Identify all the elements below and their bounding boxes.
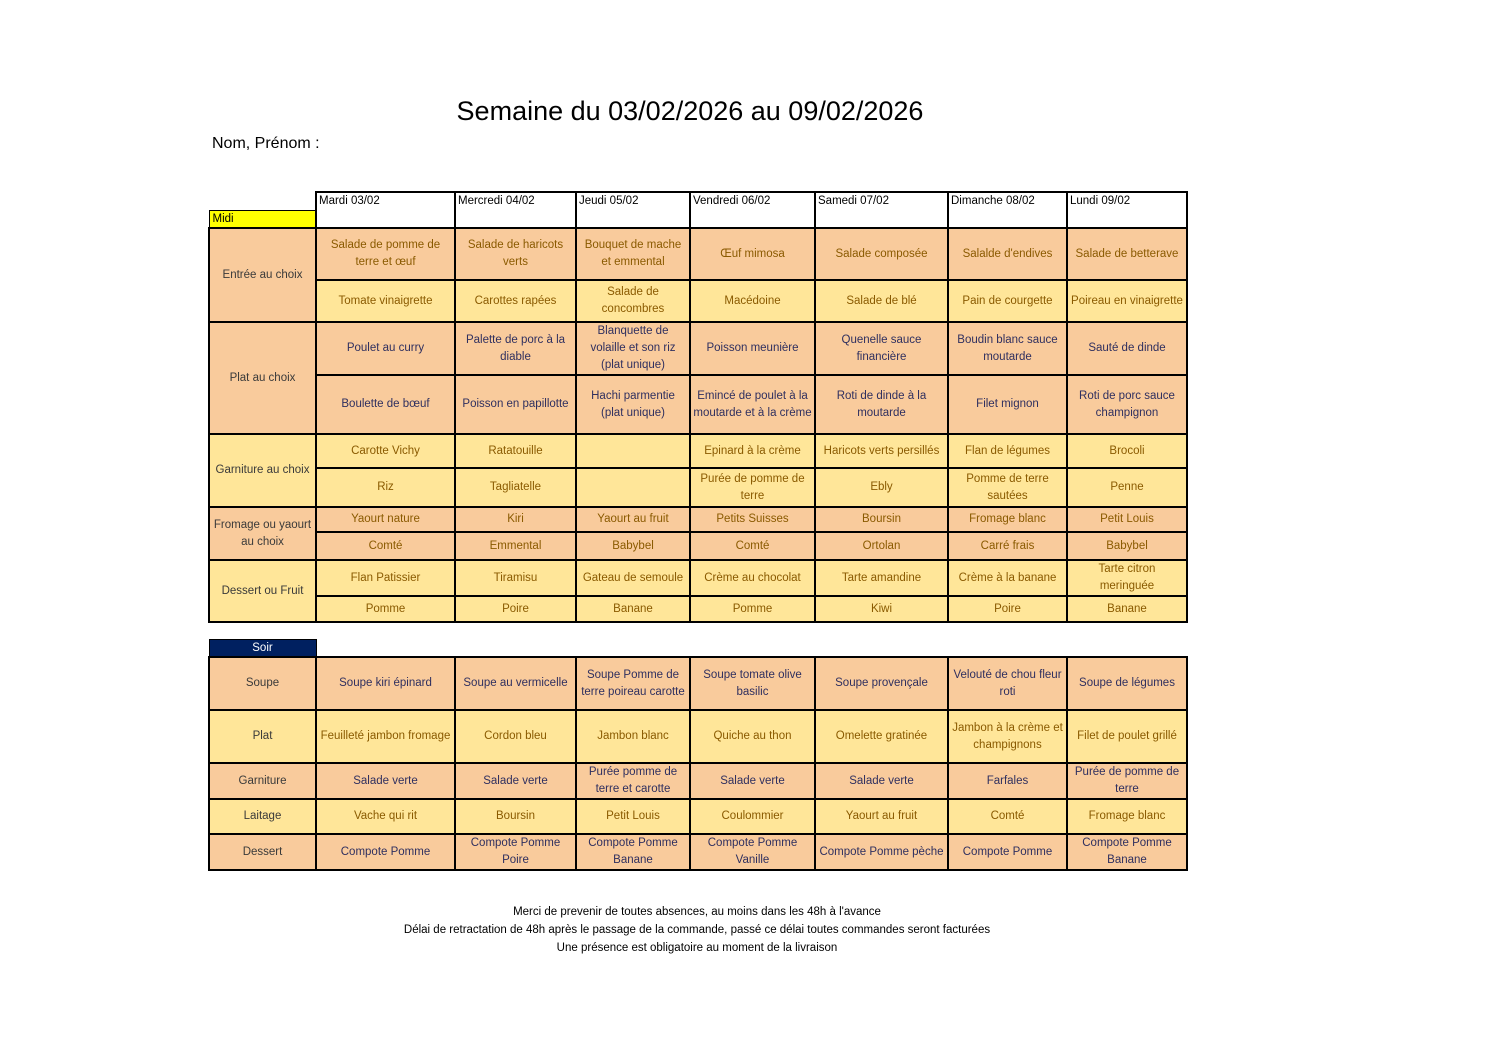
menu-cell: Salade composée	[815, 228, 948, 280]
menu-cell: Soupe provençale	[815, 657, 948, 710]
menu-cell: Pomme	[316, 596, 455, 622]
menu-cell: Carré frais	[948, 532, 1067, 560]
menu-cell: Carottes rapées	[455, 280, 576, 322]
menu-cell: Boursin	[815, 507, 948, 532]
menu-cell: Flan Patissier	[316, 560, 455, 596]
menu-cell: Babybel	[576, 532, 690, 560]
menu-cell: Comté	[948, 799, 1067, 834]
footer-line: Délai de retractation de 48h après le passage de la commande, passé ce délai toutes commandes seront facturées	[403, 924, 991, 936]
menu-cell: Yaourt au fruit	[815, 799, 948, 834]
menu-cell: Carotte Vichy	[316, 434, 455, 468]
section-label: Plat	[209, 710, 316, 763]
day-header: Jeudi 05/02	[576, 192, 690, 228]
menu-cell: Crème au chocolat	[690, 560, 815, 596]
menu-cell: Compote Pomme Banane	[576, 834, 690, 870]
menu-cell: Tomate vinaigrette	[316, 280, 455, 322]
blank-cell	[316, 639, 1187, 657]
menu-cell: Yaourt nature	[316, 507, 455, 532]
menu-cell: Kiri	[455, 507, 576, 532]
menu-cell: Gateau de semoule	[576, 560, 690, 596]
menu-cell: Œuf mimosa	[690, 228, 815, 280]
table-spacer	[209, 622, 1187, 639]
menu-cell: Comté	[690, 532, 815, 560]
menu-cell: Velouté de chou fleur roti	[948, 657, 1067, 710]
menu-cell: Tiramisu	[455, 560, 576, 596]
day-header: Mercredi 04/02	[455, 192, 576, 228]
section-label: Plat au choix	[209, 322, 316, 434]
section-label: Entrée au choix	[209, 228, 316, 322]
menu-cell: Purée pomme de terre et carotte	[576, 763, 690, 799]
menu-cell: Sauté de dinde	[1067, 322, 1187, 375]
menu-cell: Soupe kiri épinard	[316, 657, 455, 710]
section-label: Dessert ou Fruit	[209, 560, 316, 622]
menu-cell: Salalde d'endives	[948, 228, 1067, 280]
menu-cell: Salade verte	[316, 763, 455, 799]
menu-cell: Boursin	[455, 799, 576, 834]
menu-cell: Soupe tomate olive basilic	[690, 657, 815, 710]
menu-cell: Fromage blanc	[948, 507, 1067, 532]
section-label: Laitage	[209, 799, 316, 834]
menu-cell: Comté	[316, 532, 455, 560]
menu-cell: Filet de poulet grillé	[1067, 710, 1187, 763]
name-label: Nom, Prénom :	[212, 135, 320, 152]
menu-cell: Ebly	[815, 468, 948, 507]
menu-cell: Jambon à la crème et champignons	[948, 710, 1067, 763]
menu-cell: Penne	[1067, 468, 1187, 507]
menu-cell: Salade de betterave	[1067, 228, 1187, 280]
menu-cell	[576, 434, 690, 468]
menu-cell: Yaourt au fruit	[576, 507, 690, 532]
menu-cell: Salade verte	[815, 763, 948, 799]
day-header: Dimanche 08/02	[948, 192, 1067, 228]
menu-cell: Kiwi	[815, 596, 948, 622]
menu-cell: Salade de pomme de terre et œuf	[316, 228, 455, 280]
menu-cell: Poisson meunière	[690, 322, 815, 375]
menu-cell: Haricots verts persillés	[815, 434, 948, 468]
day-header: Samedi 07/02	[815, 192, 948, 228]
menu-cell: Boudin blanc sauce moutarde	[948, 322, 1067, 375]
menu-cell: Compote Pomme	[948, 834, 1067, 870]
menu-cell: Bouquet de mache et emmental	[576, 228, 690, 280]
menu-cell: Petits Suisses	[690, 507, 815, 532]
menu-cell: Poulet au curry	[316, 322, 455, 375]
menu-cell: Poisson en papillotte	[455, 375, 576, 434]
menu-cell: Poireau en vinaigrette	[1067, 280, 1187, 322]
menu-cell: Blanquette de volaille et son riz (plat unique)	[576, 322, 690, 375]
menu-cell: Flan de légumes	[948, 434, 1067, 468]
blank-corner	[209, 192, 316, 210]
menu-cell: Poire	[948, 596, 1067, 622]
menu-cell: Feuilleté jambon fromage	[316, 710, 455, 763]
menu-cell: Quenelle sauce financière	[815, 322, 948, 375]
soir-label: Soir	[209, 639, 316, 657]
menu-cell: Cordon bleu	[455, 710, 576, 763]
menu-cell: Soupe de légumes	[1067, 657, 1187, 710]
section-label: Dessert	[209, 834, 316, 870]
menu-cell: Petit Louis	[1067, 507, 1187, 532]
menu-cell: Ratatouille	[455, 434, 576, 468]
menu-cell: Soupe au vermicelle	[455, 657, 576, 710]
menu-cell: Salade verte	[455, 763, 576, 799]
menu-cell: Palette de porc à la diable	[455, 322, 576, 375]
menu-cell: Salade de concombres	[576, 280, 690, 322]
menu-grid	[208, 191, 1188, 871]
menu-cell: Pain de courgette	[948, 280, 1067, 322]
menu-cell: Crème à la banane	[948, 560, 1067, 596]
day-header: Mardi 03/02	[316, 192, 455, 228]
menu-cell: Jambon blanc	[576, 710, 690, 763]
menu-cell: Babybel	[1067, 532, 1187, 560]
menu-cell: Omelette gratinée	[815, 710, 948, 763]
menu-cell: Pomme de terre sautées	[948, 468, 1067, 507]
section-label: Garniture au choix	[209, 434, 316, 507]
menu-cell: Compote Pomme Poire	[455, 834, 576, 870]
footer-line: Une présence est obligatoire au moment de la livraison	[556, 942, 838, 954]
section-label: Soupe	[209, 657, 316, 710]
menu-cell	[576, 468, 690, 507]
menu-cell: Vache qui rit	[316, 799, 455, 834]
menu-cell: Tarte citron meringuée	[1067, 560, 1187, 596]
menu-cell: Purée de pomme de terre	[1067, 763, 1187, 799]
footer-line: Merci de prevenir de toutes absences, au moins dans les 48h à l'avance	[513, 906, 881, 918]
menu-cell: Epinard à la crème	[690, 434, 815, 468]
menu-cell: Soupe Pomme de terre poireau carotte	[576, 657, 690, 710]
page-title: Semaine du 03/02/2026 au 09/02/2026	[456, 96, 924, 126]
menu-cell: Macédoine	[690, 280, 815, 322]
menu-cell: Purée de pomme de terre	[690, 468, 815, 507]
menu-cell: Fromage blanc	[1067, 799, 1187, 834]
menu-cell: Tagliatelle	[455, 468, 576, 507]
day-header: Lundi 09/02	[1067, 192, 1187, 228]
menu-cell: Salade de haricots verts	[455, 228, 576, 280]
menu-cell: Compote Pomme	[316, 834, 455, 870]
menu-cell: Banane	[576, 596, 690, 622]
menu-cell: Pomme	[690, 596, 815, 622]
section-label: Garniture	[209, 763, 316, 799]
menu-cell: Salade de blé	[815, 280, 948, 322]
menu-cell: Poire	[455, 596, 576, 622]
section-label: Fromage ou yaourt au choix	[209, 507, 316, 560]
menu-cell: Banane	[1067, 596, 1187, 622]
day-header: Vendredi 06/02	[690, 192, 815, 228]
menu-cell: Emmental	[455, 532, 576, 560]
footer-notes	[0, 903, 1394, 957]
menu-cell: Quiche au thon	[690, 710, 815, 763]
menu-cell: Farfales	[948, 763, 1067, 799]
menu-cell: Ortolan	[815, 532, 948, 560]
menu-cell: Compote Pomme Banane	[1067, 834, 1187, 870]
menu-cell: Salade verte	[690, 763, 815, 799]
menu-cell: Tarte amandine	[815, 560, 948, 596]
menu-cell: Coulommier	[690, 799, 815, 834]
menu-cell: Roti de porc sauce champignon	[1067, 375, 1187, 434]
midi-label: Midi	[209, 210, 316, 228]
menu-cell: Roti de dinde à la moutarde	[815, 375, 948, 434]
menu-cell: Compote Pomme Vanille	[690, 834, 815, 870]
menu-cell: Hachi parmentie (plat unique)	[576, 375, 690, 434]
menu-cell: Compote Pomme pèche	[815, 834, 948, 870]
menu-cell: Riz	[316, 468, 455, 507]
menu-cell: Brocoli	[1067, 434, 1187, 468]
menu-cell: Emincé de poulet à la moutarde et à la crème	[690, 375, 815, 434]
menu-cell: Boulette de bœuf	[316, 375, 455, 434]
menu-cell: Petit Louis	[576, 799, 690, 834]
menu-cell: Filet mignon	[948, 375, 1067, 434]
